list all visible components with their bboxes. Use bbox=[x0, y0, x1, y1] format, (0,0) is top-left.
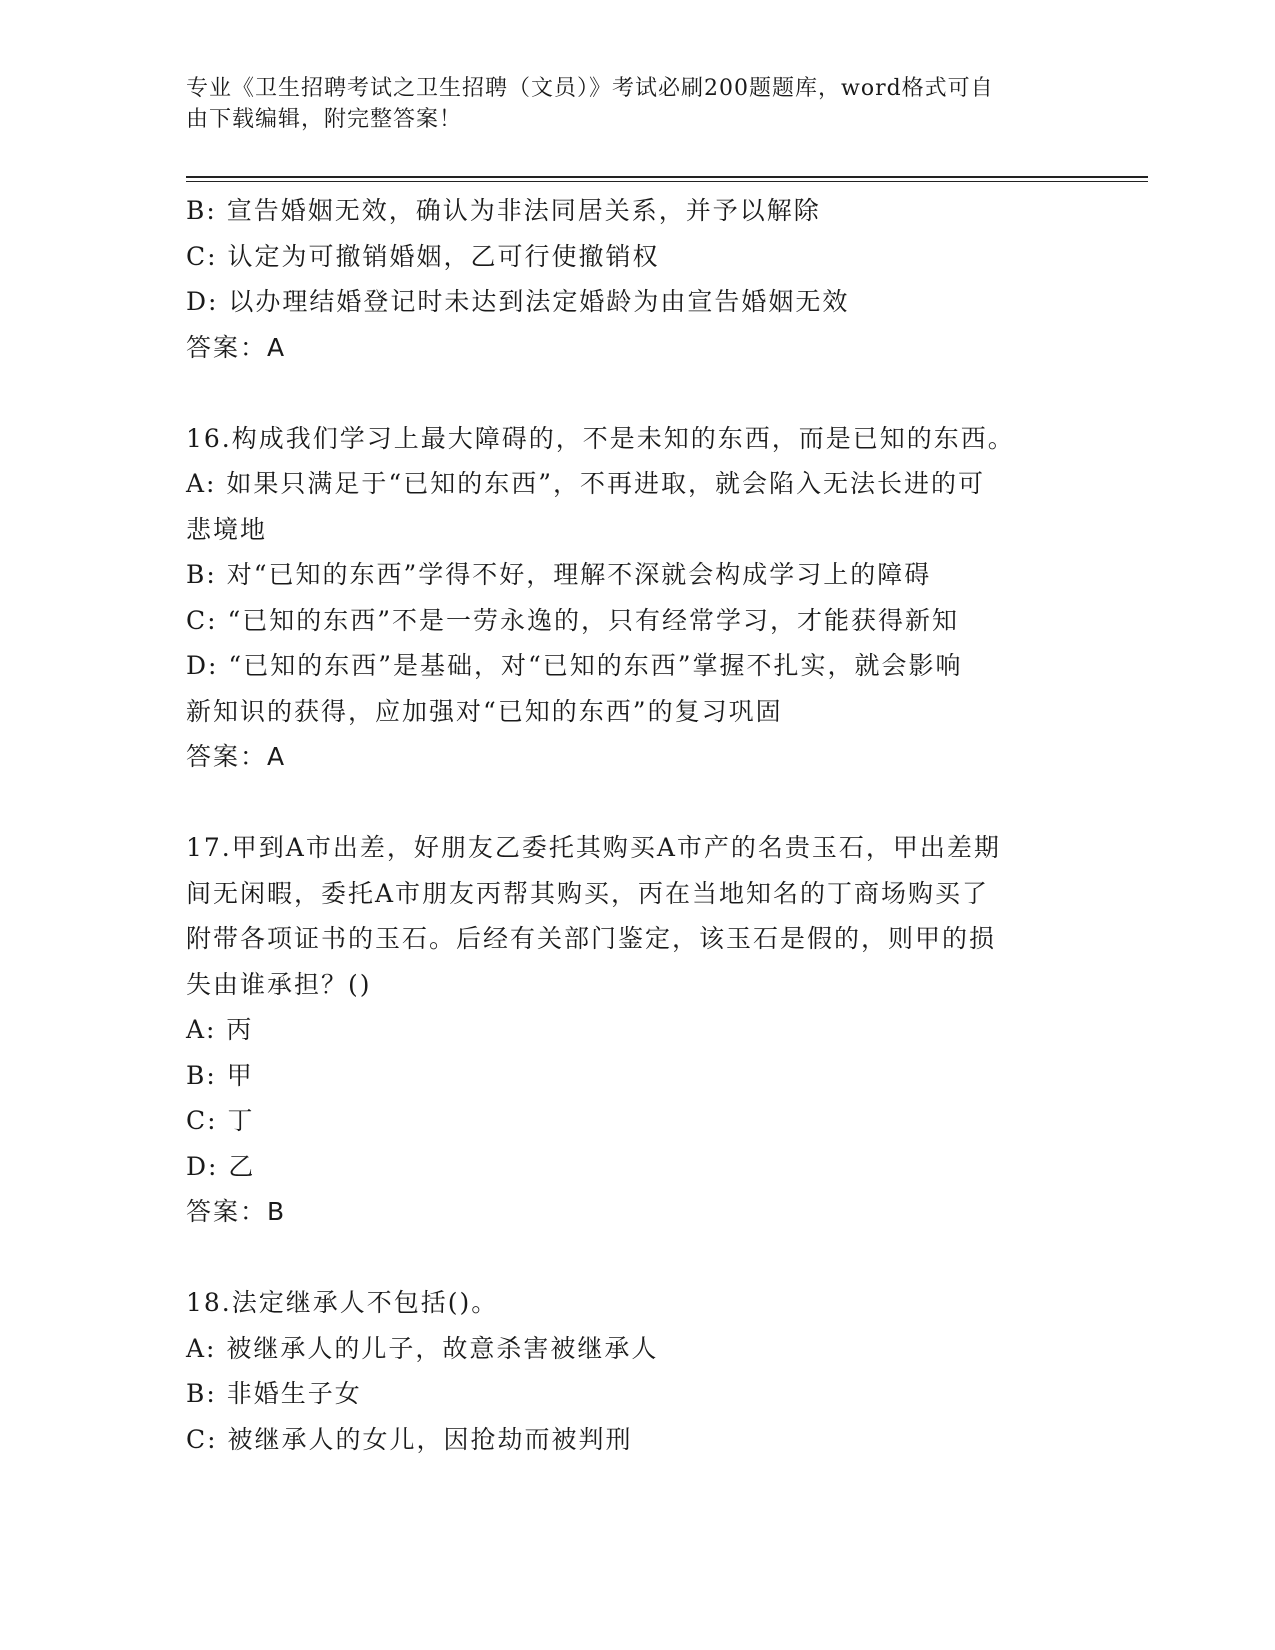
q17-question-line-1: 17.甲到A市出差，好朋友乙委托其购买A市产的名贵玉石，甲出差期 bbox=[186, 833, 1001, 862]
q18-option-c: C: 被继承人的女儿，因抢劫而被判刑 bbox=[186, 1424, 633, 1454]
q16-option-a-line-2: 悲境地 bbox=[186, 514, 268, 544]
q18-option-b: B: 非婚生子女 bbox=[186, 1379, 362, 1408]
q16-option-d-line-2: 新知识的获得，应加强对“已知的东西”的复习巩固 bbox=[186, 696, 783, 726]
q17-option-d: D: 乙 bbox=[186, 1151, 256, 1181]
header-divider bbox=[186, 176, 1148, 182]
q15-answer: 答案：A bbox=[186, 332, 287, 362]
q17-option-a: A: 丙 bbox=[186, 1015, 254, 1044]
q16-option-d-line-1: D: “已知的东西”是基础，对“已知的东西”掌握不扎实，就会影响 bbox=[186, 651, 963, 680]
spacer bbox=[186, 780, 1066, 826]
question-16-block bbox=[186, 416, 1066, 780]
q17-question-line-2: 间无闲暇，委托A市朋友丙帮其购买，丙在当地知名的丁商场购买了 bbox=[186, 878, 990, 908]
q16-option-b: B: 对“已知的东西”学得不好，理解不深就会构成学习上的障碍 bbox=[186, 560, 932, 589]
q16-answer: 答案：A bbox=[186, 742, 287, 771]
document-body bbox=[186, 188, 1066, 1462]
question-15-block bbox=[186, 188, 1066, 370]
question-17-block bbox=[186, 825, 1066, 1235]
q17-answer: 答案：B bbox=[186, 1197, 287, 1226]
q17-question-line-3: 附带各项证书的玉石。后经有关部门鉴定，该玉石是假的，则甲的损 bbox=[186, 924, 997, 953]
q15-option-c: C: 认定为可撤销婚姻，乙可行使撤销权 bbox=[186, 241, 660, 271]
header-line-1: 专业《卫生招聘考试之卫生招聘（文员）》考试必刷200题题库，word格式可自 bbox=[186, 76, 994, 101]
q15-option-b: B: 宣告婚姻无效，确认为非法同居关系，并予以解除 bbox=[186, 196, 821, 225]
q17-option-b: B: 甲 bbox=[186, 1060, 254, 1090]
q15-option-d: D: 以办理结婚登记时未达到法定婚龄为由宣告婚姻无效 bbox=[186, 287, 850, 316]
q18-option-a: A: 被继承人的儿子，故意杀害被继承人 bbox=[186, 1333, 659, 1363]
q16-option-a-line-1: A: 如果只满足于“已知的东西”，不再进取，就会陷入无法长进的可 bbox=[186, 469, 985, 498]
q16-question: 16.构成我们学习上最大障碍的，不是未知的东西，而是已知的东西。 bbox=[186, 423, 1015, 453]
header-line-2: 由下载编辑，附完整答案！ bbox=[186, 107, 463, 132]
spacer bbox=[186, 1235, 1066, 1281]
q17-question-line-4: 失由谁承担？() bbox=[186, 969, 372, 999]
q18-question: 18.法定继承人不包括()。 bbox=[186, 1288, 499, 1317]
document-header bbox=[186, 73, 1086, 135]
q16-option-c: C: “已知的东西”不是一劳永逸的，只有经常学习，才能获得新知 bbox=[186, 605, 960, 635]
spacer bbox=[186, 370, 1066, 416]
q17-option-c: C: 丁 bbox=[186, 1106, 255, 1135]
question-18-block bbox=[186, 1280, 1066, 1462]
